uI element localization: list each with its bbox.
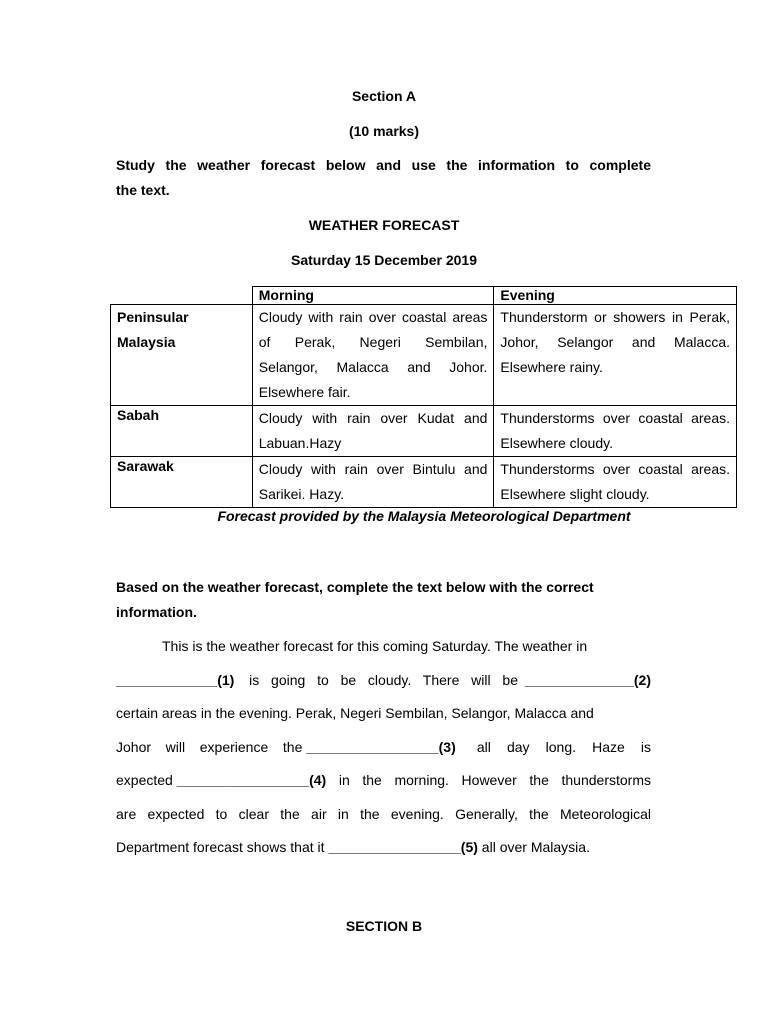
region-cell: Sarawak [111,457,253,508]
passage-text: in the morning. However the thunderstorms [326,772,651,788]
instruction-line-2: the text. [116,182,170,198]
passage-text: expected [116,772,177,788]
region-cell: Sabah [111,406,253,457]
passage-line-7 [116,831,651,865]
blank-5[interactable]: _________________(5) [328,839,478,855]
section-a-instruction [116,153,651,203]
forecast-date: Saturday 15 December 2019 [291,252,477,268]
column-header-evening: Evening [494,287,737,305]
blank-3[interactable]: _________________(3) [306,738,456,755]
passage-text: Department forecast shows that it [116,839,329,855]
forecast-table [110,286,737,508]
passage-text: all day long. Haze is [460,738,652,755]
morning-cell: Cloudy with rain over Bintulu and Sarikei. Hazy. [252,457,494,508]
task-instruction-line-1: Based on the weather forecast, complete the text below with the correct [116,579,594,595]
instruction-line-1: Study the weather forecast below and use the information to complete [116,157,651,173]
section-b-title: SECTION B [345,918,423,934]
passage-text: all over Malaysia. [477,839,590,855]
forecast-caption: Forecast provided by the Malaysia Meteorological Department [217,508,631,524]
passage-line-4 [116,731,651,765]
evening-cell: Thunderstorms over coastal areas. Elsewhere cloudy. [494,406,737,457]
fill-in-passage [116,630,651,865]
task-instruction-line-2: information. [116,604,197,620]
forecast-heading: WEATHER FORECAST [308,217,460,233]
region-cell [111,305,253,406]
task-instruction [116,575,651,625]
passage-line-6: are expected to clear the air in the evening. Generally, the Meteorological [116,805,651,822]
section-a-marks: (10 marks) [348,123,420,139]
blank-4[interactable]: _________________(4) [176,772,327,788]
evening-cell: Thunderstorms over coastal areas. Elsewhere slight cloudy. [494,457,737,508]
table-row [111,457,737,508]
passage-line-1: This is the weather forecast for this coming Saturday. The weather in [162,638,588,654]
region-label: Peninsular Malaysia [117,309,189,350]
column-header-morning: Morning [252,287,494,305]
blank-1[interactable]: _____________(1) [116,671,235,688]
section-a-title: Section A [351,88,417,104]
passage-text: Johor will experience the [116,738,307,755]
table-row [111,305,737,406]
passage-line-2 [116,664,651,698]
blank-2[interactable]: ______________(2) [524,671,651,688]
table-row [111,406,737,457]
morning-cell: Cloudy with rain over Kudat and Labuan.Hazy [252,406,494,457]
evening-cell: Thunderstorm or showers in Perak, Johor, Selangor and Malacca. Elsewhere rainy. [494,305,737,406]
passage-line-3: certain areas in the evening. Perak, Negeri Sembilan, Selangor, Malacca and [116,705,594,721]
table-corner-cell [111,287,253,305]
morning-cell: Cloudy with rain over coastal areas of Perak, Negeri Sembilan, Selangor, Malacca and Johor. Elsewhere fair. [252,305,494,406]
table-header-row [111,287,737,305]
passage-text: is going to be cloudy. There will be [237,671,522,688]
passage-line-5 [116,764,651,798]
